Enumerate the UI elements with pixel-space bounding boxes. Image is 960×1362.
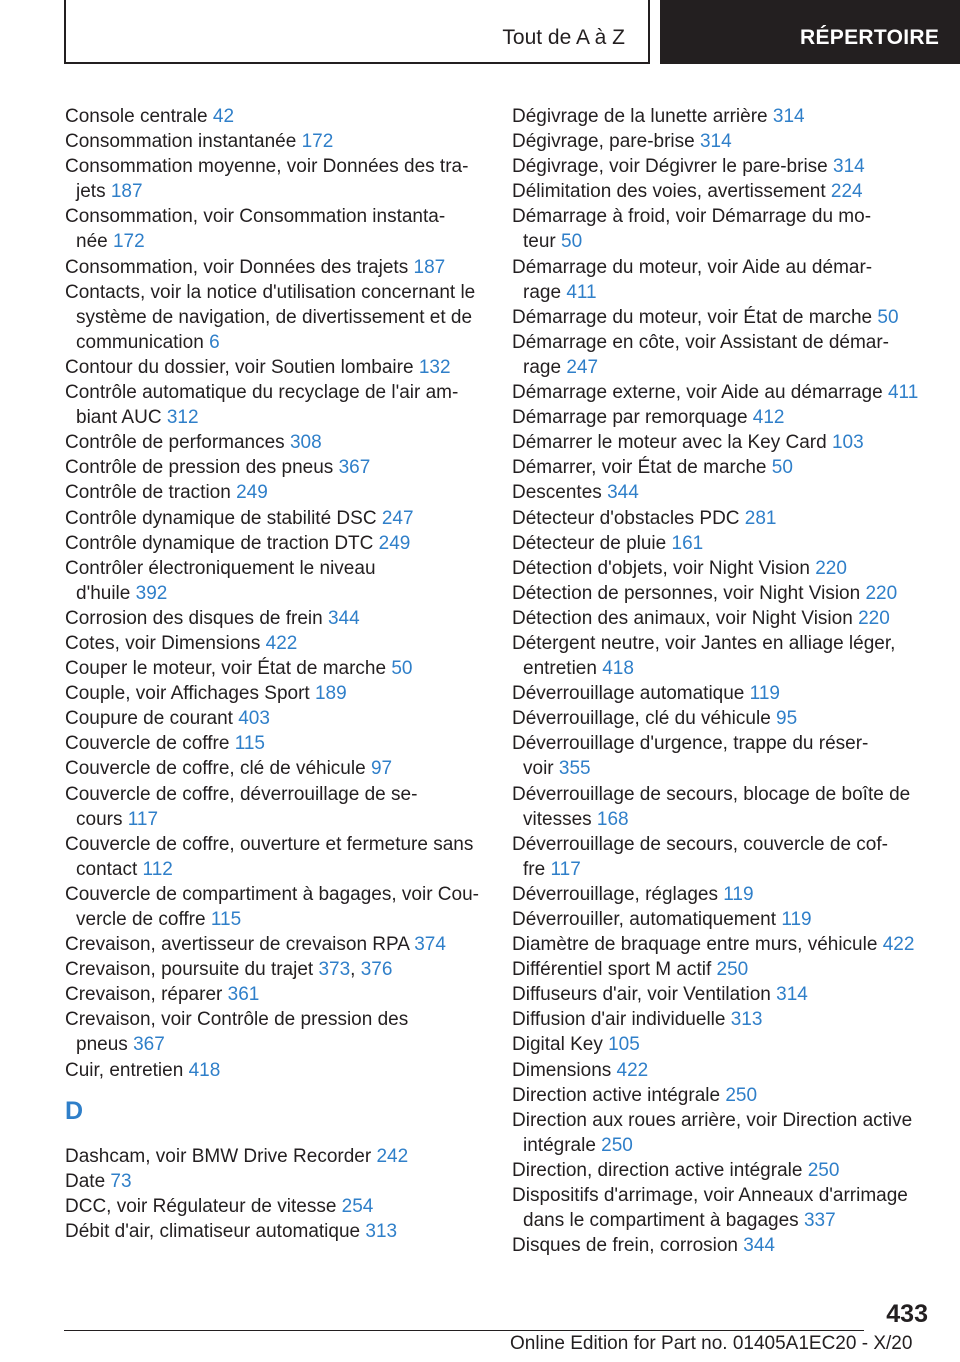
page-reference-link[interactable]: 418 xyxy=(188,1059,221,1081)
page-reference-separator: , xyxy=(350,959,356,981)
page-reference-link[interactable]: 172 xyxy=(301,131,334,153)
index-entry-text: vercle de coffre xyxy=(76,909,206,930)
index-entry-text: Déverrouillage de secours, couvercle de cof- xyxy=(512,833,888,855)
page-reference-link[interactable]: 50 xyxy=(391,658,413,680)
index-entry xyxy=(512,907,932,932)
index-entry-text: Détecteur de pluie xyxy=(512,532,667,554)
page-reference-link[interactable]: 411 xyxy=(566,281,597,303)
page-reference-link[interactable]: 119 xyxy=(749,683,780,705)
index-entry xyxy=(65,957,485,982)
index-entry-text: Dégivrage, voir Dégivrer le pare-brise xyxy=(512,156,828,178)
page-reference-link[interactable]: 314 xyxy=(776,984,808,1006)
index-entry-text: Contrôle de pression des pneus xyxy=(65,457,334,479)
index-entry-text: Contrôle dynamique de traction DTC xyxy=(65,532,374,554)
index-entry-text: teur xyxy=(523,231,556,253)
index-entry xyxy=(512,455,932,480)
index-entry-text: Couvercle de coffre, ouverture et fermeture sans xyxy=(65,833,474,855)
footer-text: Online Edition for Part no. 01405A1EC20 - X/20 xyxy=(510,1333,913,1354)
index-entry-text: Diamètre de braquage entre murs, véhicule xyxy=(512,934,878,956)
index-entry xyxy=(65,656,485,681)
index-entry-text: Déverrouillage d'urgence, trappe du réser- xyxy=(512,733,869,755)
page-reference-link[interactable]: 119 xyxy=(781,909,812,930)
index-entry-text: Crevaison, poursuite du trajet xyxy=(65,959,314,981)
page-reference-link[interactable]: 344 xyxy=(743,1235,775,1257)
index-entry xyxy=(65,280,485,355)
index-entry xyxy=(512,706,932,731)
index-entry xyxy=(65,455,485,480)
index-entry-text: rage xyxy=(523,281,562,303)
page-reference-link[interactable]: 337 xyxy=(803,1210,836,1232)
page-reference-link[interactable]: 312 xyxy=(166,407,199,429)
page-reference-link[interactable]: 313 xyxy=(730,1009,763,1031)
page-reference-link[interactable]: 115 xyxy=(210,909,242,930)
page-reference-link[interactable]: 412 xyxy=(752,407,785,429)
page-reference-link[interactable]: 189 xyxy=(314,683,347,705)
page-reference-link[interactable]: 422 xyxy=(265,632,298,654)
page-reference-link[interactable]: 250 xyxy=(601,1134,633,1156)
chapter-tab-label: RÉPERTOIRE xyxy=(800,26,940,49)
index-entry-text: cours xyxy=(76,808,123,830)
index-entry-text: pneus xyxy=(76,1034,128,1056)
index-entry-text: Coupure de courant xyxy=(65,708,233,730)
index-entry-text: Couvercle de coffre, déverrouillage de se- xyxy=(65,783,418,805)
index-entry-text: Consommation instantanée xyxy=(65,131,297,153)
page-reference-link[interactable]: 247 xyxy=(566,356,599,378)
index-entry-text: Date xyxy=(65,1170,106,1192)
index-entry-text: Démarrage à froid, voir Démarrage du mo- xyxy=(512,206,872,228)
index-entry-text: Détection d'objets, voir Night Vision xyxy=(512,557,810,579)
index-entry xyxy=(512,556,932,581)
index-entry xyxy=(65,782,485,832)
index-entry-text: Déverrouillage de secours, blocage de boîte de xyxy=(512,783,911,805)
index-entry xyxy=(512,305,932,330)
index-entry xyxy=(65,832,485,882)
page-reference-link[interactable]: 403 xyxy=(238,708,270,730)
index-entry-text: Consommation, voir Consommation instanta- xyxy=(65,206,446,228)
page-reference-link[interactable]: 50 xyxy=(877,306,899,328)
index-entry-text: Disques de frein, corrosion xyxy=(512,1235,738,1257)
index-entry xyxy=(65,982,485,1007)
index-entry xyxy=(65,932,485,957)
index-entry-text: Démarrage du moteur, voir État de marche xyxy=(512,306,873,328)
page-reference-link[interactable]: 361 xyxy=(227,984,260,1006)
index-entry-text: communication xyxy=(76,331,204,353)
page-reference-link[interactable]: 187 xyxy=(413,256,446,278)
index-entry xyxy=(65,506,485,531)
index-entry xyxy=(65,104,485,129)
index-entry-text: Détecteur d'obstacles PDC xyxy=(512,507,740,529)
index-entry xyxy=(65,631,485,656)
page-reference-link[interactable]: 220 xyxy=(858,607,890,629)
index-entry-text: Crevaison, avertisseur de crevaison RPA xyxy=(65,934,409,956)
page-reference-link[interactable]: 168 xyxy=(596,808,629,830)
index-entry xyxy=(65,1058,485,1083)
index-entry-text: entretien xyxy=(523,658,597,680)
page-reference-link[interactable]: 250 xyxy=(725,1084,758,1106)
index-entry-text: Débit d'air, climatiseur automatique xyxy=(65,1220,361,1242)
index-entry-text: Descentes xyxy=(512,482,602,504)
index-entry-text: Contacts, voir la notice d'utilisation concernant le xyxy=(65,281,476,303)
page-reference-link[interactable]: 112 xyxy=(142,858,173,880)
index-entry xyxy=(65,355,485,380)
page-reference-link[interactable]: 115 xyxy=(234,733,265,755)
index-entry-text: Démarrage par remorquage xyxy=(512,407,748,429)
page-reference-link[interactable]: 314 xyxy=(699,131,732,153)
index-entry-text: Dégivrage de la lunette arrière xyxy=(512,106,768,127)
index-entry-text: jets xyxy=(76,181,106,203)
page-reference-link[interactable]: 250 xyxy=(716,959,749,981)
page-reference-link[interactable]: 249 xyxy=(378,532,411,554)
page-reference-link[interactable]: 281 xyxy=(744,507,777,529)
index-entry xyxy=(512,1007,932,1032)
index-entry-text: Dégivrage, pare-brise xyxy=(512,131,695,153)
index-entry xyxy=(512,430,932,455)
page-reference-link[interactable]: 422 xyxy=(882,934,915,956)
index-entry xyxy=(512,1058,932,1083)
page-reference-link[interactable]: 95 xyxy=(776,708,798,730)
page-reference-link[interactable]: 224 xyxy=(830,181,863,203)
index-entry-text: Contrôle dynamique de stabilité DSC xyxy=(65,507,377,529)
page-reference-link[interactable]: 374 xyxy=(414,934,446,956)
index-entry xyxy=(65,430,485,455)
index-entry-text: contact xyxy=(76,858,138,880)
index-entry-text: Digital Key xyxy=(512,1034,603,1056)
index-entry-text: Démarrer, voir État de marche xyxy=(512,457,767,479)
index-entry xyxy=(65,1007,485,1057)
page-reference-link[interactable]: 42 xyxy=(212,106,235,127)
page-reference-link[interactable]: 117 xyxy=(127,808,159,830)
index-entry-text: Déverrouiller, automatiquement xyxy=(512,909,777,930)
index-entry xyxy=(65,480,485,505)
page-reference-link[interactable]: 6 xyxy=(209,331,220,353)
index-entry-text: Crevaison, voir Contrôle de pression des xyxy=(65,1009,409,1031)
index-entry-text: Couvercle de coffre, clé de véhicule xyxy=(65,758,366,780)
page-reference-link[interactable]: 172 xyxy=(112,231,145,253)
page-reference-link[interactable]: 103 xyxy=(831,432,864,454)
index-letter-heading: D xyxy=(65,1096,84,1125)
index-entry-text: Contour du dossier, voir Soutien lombaire xyxy=(65,356,414,378)
page-reference-link[interactable]: 187 xyxy=(110,181,143,203)
page-reference-link[interactable]: 367 xyxy=(133,1034,165,1056)
page-reference-link[interactable]: 418 xyxy=(602,658,634,680)
page-reference-link[interactable]: 242 xyxy=(376,1145,409,1167)
index-entry xyxy=(512,782,932,832)
index-entry-text: intégrale xyxy=(523,1134,596,1156)
page-reference-link[interactable]: 373 xyxy=(318,959,351,981)
page-reference-link[interactable]: 314 xyxy=(833,156,865,178)
page-reference-link[interactable]: 220 xyxy=(815,557,847,579)
index-entry-text: Consolе centrale xyxy=(65,106,208,127)
index-entry xyxy=(512,1158,932,1183)
index-entry xyxy=(512,506,932,531)
index-entry-text: Contrôler électroniquement le niveau xyxy=(65,557,376,579)
index-entry-text: Détection des animaux, voir Night Vision xyxy=(512,607,853,629)
page-reference-link[interactable]: 376 xyxy=(360,959,393,981)
index-entry xyxy=(65,756,485,781)
section-title: Tout de A à Z xyxy=(502,26,625,49)
index-entry-text: d'huile xyxy=(76,582,131,604)
page-reference-link[interactable]: 247 xyxy=(381,507,414,529)
index-entry xyxy=(512,330,932,380)
index-entry xyxy=(512,1183,932,1233)
index-entry-text: système de navigation, de divertissement et de xyxy=(76,306,473,328)
index-entry-text: vitesses xyxy=(523,808,592,830)
index-entry xyxy=(65,606,485,631)
index-entry-text: fre xyxy=(523,858,546,880)
index-entry-text: biant AUC xyxy=(76,407,162,429)
index-entry xyxy=(512,1032,932,1057)
index-entry-text: Détergent neutre, voir Jantes en alliage léger, xyxy=(512,632,896,654)
index-entry xyxy=(512,255,932,305)
index-entry xyxy=(512,982,932,1007)
index-entry-text: Détection de personnes, voir Night Vision xyxy=(512,582,861,604)
index-entry-text: Consommation moyenne, voir Données des tra- xyxy=(65,156,469,178)
index-entry xyxy=(65,1194,485,1219)
page-reference-link[interactable]: 50 xyxy=(561,231,583,253)
index-entry-text: Démarrer le moteur avec la Key Card xyxy=(512,432,827,454)
page-reference-link[interactable]: 344 xyxy=(607,482,639,504)
index-entry xyxy=(512,1108,932,1158)
index-entry-text: Cotes, voir Dimensions xyxy=(65,632,261,654)
page-reference-link[interactable]: 132 xyxy=(418,356,451,378)
page-reference-link[interactable]: 355 xyxy=(558,758,591,780)
index-entry-text: Démarrage du moteur, voir Aide au démar- xyxy=(512,256,873,278)
index-entry-text: Consommation, voir Données des trajets xyxy=(65,256,409,278)
index-entry xyxy=(512,832,932,882)
index-entry xyxy=(65,556,485,606)
index-entry-text: Contrôle de traction xyxy=(65,482,231,504)
index-entry xyxy=(512,1083,932,1108)
index-entry-text: Direction, direction active intégrale xyxy=(512,1159,803,1181)
index-entry-text: née xyxy=(76,231,108,253)
page-reference-link[interactable]: 97 xyxy=(370,758,393,780)
index-entry-text: dans le compartiment à bagages xyxy=(523,1210,799,1232)
index-entry xyxy=(65,882,485,932)
index-entry xyxy=(512,405,932,430)
index-entry-text: Contrôle de performances xyxy=(65,432,285,454)
index-entry-text: Délimitation des voies, avertissement xyxy=(512,181,826,203)
index-entry xyxy=(65,1219,485,1244)
page-reference-link[interactable]: 161 xyxy=(671,532,704,554)
index-entry xyxy=(65,1144,485,1169)
index-entry xyxy=(512,531,932,556)
index-entry-text: Couper le moteur, voir État de marche xyxy=(65,658,387,680)
index-entry xyxy=(65,129,485,154)
index-entry xyxy=(65,154,485,204)
index-entry xyxy=(65,531,485,556)
index-entry-text: Dashcam, voir BMW Drive Recorder xyxy=(65,1145,372,1167)
index-entry xyxy=(65,380,485,430)
page-reference-link[interactable]: 422 xyxy=(616,1059,649,1081)
index-column-left xyxy=(65,104,485,1244)
page-reference-link[interactable]: 314 xyxy=(772,106,805,127)
index-entry xyxy=(512,480,932,505)
index-entry-text: Déverrouillage, clé du véhicule xyxy=(512,708,771,730)
index-entry xyxy=(512,1233,932,1258)
page-reference-link[interactable]: 50 xyxy=(771,457,793,479)
page-reference-link[interactable]: 73 xyxy=(110,1170,132,1192)
index-entry-text: Dimensions xyxy=(512,1059,612,1081)
index-entry xyxy=(65,255,485,280)
index-entry xyxy=(512,957,932,982)
index-entry-text: Couvercle de coffre xyxy=(65,733,230,755)
index-entry-text: Démarrage en côte, voir Assistant de démar- xyxy=(512,331,890,353)
footer-rule xyxy=(64,1330,864,1331)
index-entry xyxy=(512,179,932,204)
index-entry-text: Direction active intégrale xyxy=(512,1084,721,1106)
page-reference-link[interactable]: 250 xyxy=(807,1159,840,1181)
index-entry-text: Dispositifs d'arrimage, voir Anneaux d'arrimage xyxy=(512,1185,908,1207)
page-reference-link[interactable]: 254 xyxy=(341,1195,374,1217)
index-entry-text: Déverrouillage, réglages xyxy=(512,883,718,905)
index-entry-text: Diffuseurs d'air, voir Ventilation xyxy=(512,984,771,1006)
index-entry-text: Crevaison, réparer xyxy=(65,984,223,1006)
index-entry-text: Démarrage externe, voir Aide au démarrage xyxy=(512,382,883,404)
index-entry xyxy=(65,706,485,731)
page-reference-link[interactable]: 220 xyxy=(865,582,898,604)
index-entry-text: Déverrouillage automatique xyxy=(512,683,745,705)
page-number: 433 xyxy=(886,1300,928,1328)
index-entry xyxy=(65,1169,485,1194)
index-entry xyxy=(65,731,485,756)
index-entry-text: Couvercle de compartiment à bagages, voir Cou- xyxy=(65,883,479,905)
index-entry xyxy=(512,204,932,254)
index-entry xyxy=(512,581,932,606)
page-reference-link[interactable]: 119 xyxy=(723,883,754,905)
page-reference-link[interactable]: 392 xyxy=(135,582,168,604)
index-entry xyxy=(512,154,932,179)
index-entry-text: DCC, voir Régulateur de vitesse xyxy=(65,1195,337,1217)
index-entry xyxy=(512,631,932,681)
page-reference-link[interactable]: 344 xyxy=(327,607,360,629)
index-column-right xyxy=(512,104,932,1258)
index-entry xyxy=(512,882,932,907)
index-entry xyxy=(512,606,932,631)
page-reference-link[interactable]: 367 xyxy=(338,457,371,479)
index-entry-text: Contrôle automatique du recyclage de l'air am- xyxy=(65,382,459,404)
index-entry-text: rage xyxy=(523,356,562,378)
index-entry xyxy=(512,380,932,405)
chapter-tab xyxy=(660,0,960,64)
index-entry xyxy=(65,204,485,254)
index-entry xyxy=(512,932,932,957)
index-entry xyxy=(512,681,932,706)
index-entry xyxy=(512,731,932,781)
page-reference-link[interactable]: 313 xyxy=(365,1220,398,1242)
index-entry xyxy=(65,681,485,706)
index-entry-text: Diffusion d'air individuelle xyxy=(512,1009,726,1031)
index-entry-text: Couple, voir Affichages Sport xyxy=(65,683,310,705)
index-entry-text: Corrosion des disques de frein xyxy=(65,607,323,629)
page-reference-link[interactable]: 308 xyxy=(289,432,322,454)
page-reference-link[interactable]: 105 xyxy=(608,1034,640,1056)
page-reference-link[interactable]: 249 xyxy=(236,482,268,504)
page-reference-link[interactable]: 117 xyxy=(550,858,581,880)
index-entry-text: voir xyxy=(523,758,554,780)
index-entry-text: Direction aux roues arrière, voir Direction active xyxy=(512,1109,913,1131)
index-entry-text: Cuir, entretien xyxy=(65,1059,184,1081)
page-reference-link[interactable]: 411 xyxy=(887,382,919,404)
index-entry xyxy=(512,104,932,129)
index-entry-text: Différentiel sport M actif xyxy=(512,959,712,981)
index-entry xyxy=(512,129,932,154)
